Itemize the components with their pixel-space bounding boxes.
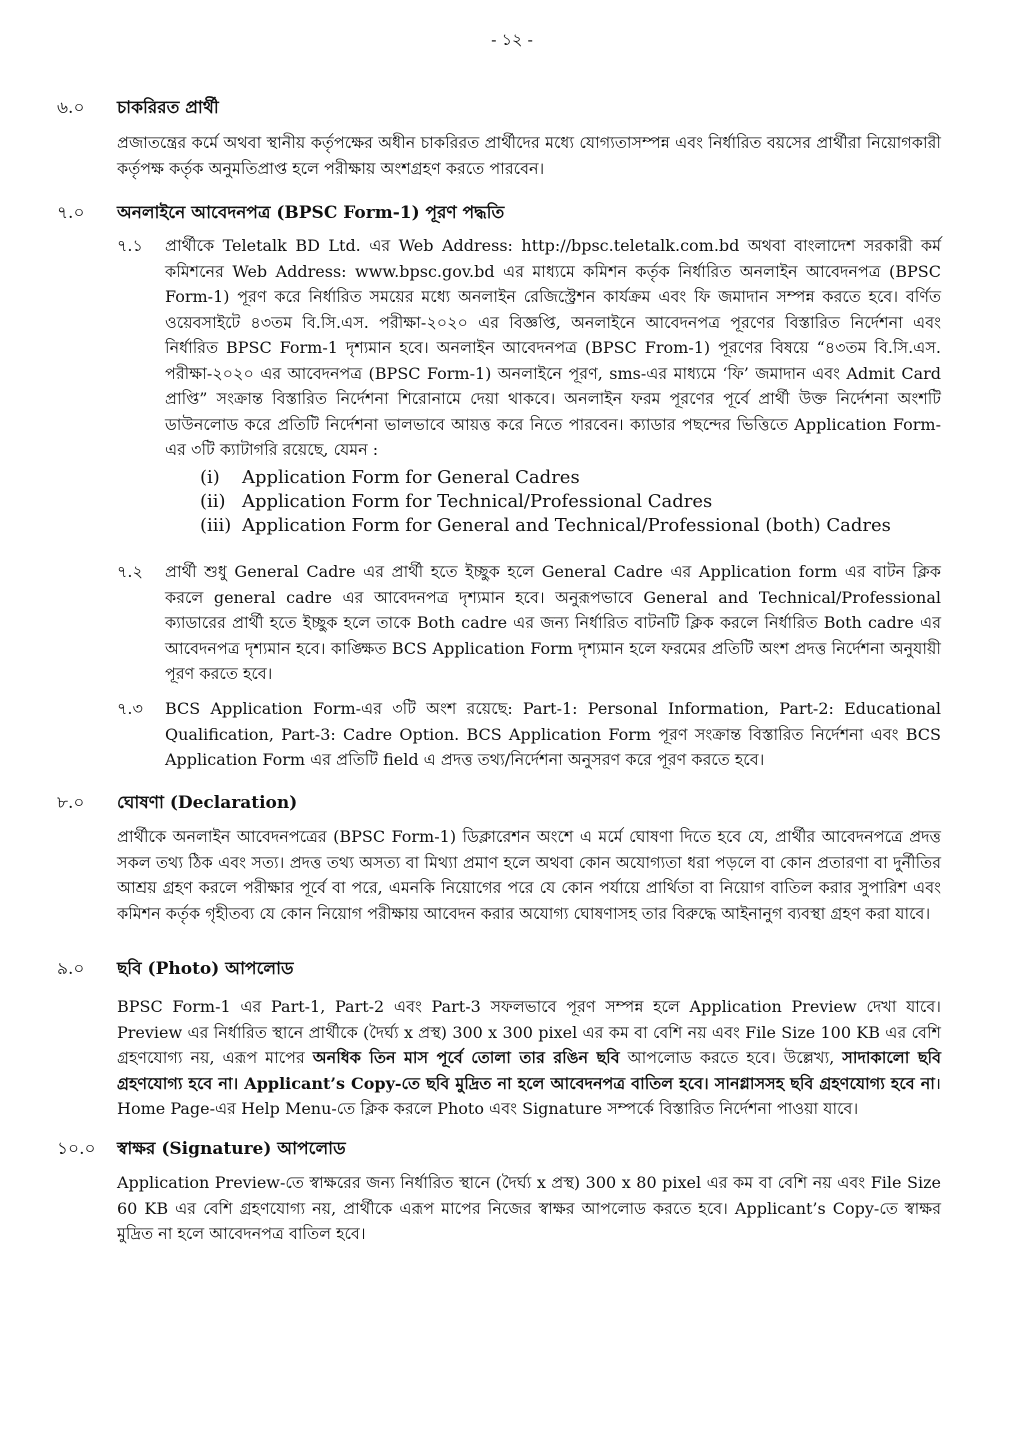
subsection-7-1-number: ৭.১ (117, 236, 143, 255)
section-title: চাকরিরত প্রার্থী (117, 98, 219, 118)
body-text: BPSC Form-1 এর Part-1, Part-2 এবং Part-3 সফলভাবে পূরণ সম্পন্ন হলে Application Preview দেখা যাবে। Preview এর নির্ধারিত স্থানে প্রার্থীকে (দৈর্ঘ্য x প্রস্থ) 300 x 300 pixel এর কম বা বেশি নয় এবং File Size 100 KB এর বেশি গ্রহণযোগ্য নয়, এরূপ মাপের (117, 997, 941, 1067)
subsection-7-3-number: ৭.৩ (117, 699, 143, 718)
section-7-heading (57, 202, 957, 224)
page-number: - ১২ - (491, 30, 533, 49)
body-text: আপলোড করতে হবে। উল্লেখ্য, (619, 1048, 843, 1067)
section-number: ৯.০ (57, 959, 85, 979)
section-9-heading (57, 958, 957, 980)
section-number: ৬.০ (57, 98, 85, 118)
section-title: স্বাক্ষর (Signature) আপলোড (117, 1139, 346, 1159)
section-title: ঘোষণা (Declaration) (117, 793, 298, 813)
section-6-body: প্রজাতন্ত্রের কর্মে অথবা স্থানীয় কর্তৃপক্ষের অধীন চাকরিরত প্রার্থীদের মধ্যে যোগ্যতাসম্পন্ন এবং নির্ধারিত বয়সের প্রার্থীরা নিয়োগকারী কর্তৃপক্ষ কর্তৃক অনুমতিপ্রাপ্ত হলে পরীক্ষায় অংশগ্রহণ করতে পারবেন। (117, 133, 941, 178)
list-text: Application Form for Technical/Professional Cadres (242, 491, 713, 512)
list-text: Application Form for General and Technical/Professional (both) Cadres (242, 515, 891, 536)
section-title: ছবি (Photo) আপলোড (117, 959, 294, 979)
section-8-heading (57, 792, 957, 814)
list-marker: (iii) (200, 515, 232, 536)
list-item (200, 514, 900, 538)
section-10-heading (57, 1138, 957, 1160)
body-text: । Home Page-এর Help Menu-তে ক্লিক করলে Photo এবং Signature সম্পর্কে বিস্তারিত নির্দেশনা পাওয়া যাবে। (117, 1073, 941, 1118)
section-number: ৮.০ (57, 793, 85, 813)
list-item (200, 466, 900, 490)
subsection-7-2-number: ৭.২ (117, 562, 143, 581)
section-10-body: Application Preview-তে স্বাক্ষরের জন্য নির্ধারিত স্থানে (দৈর্ঘ্য x প্রস্থ) 300 x 80 pixel এর কম বা বেশি নয় এবং File Size 60 KB এর বেশি গ্রহণযোগ্য নয়, প্রার্থীকে এরূপ মাপের নিজের স্বাক্ষর আপলোড করতে হবে। Applicant’s Copy-তে স্বাক্ষর মুদ্রিত না হলে আবেদনপত্র বাতিল হবে। (117, 1173, 941, 1243)
list-marker: (ii) (200, 491, 226, 512)
section-number: ১০.০ (57, 1139, 96, 1159)
subsection-7-2-body: প্রার্থী শুধু General Cadre এর প্রার্থী হতে ইচ্ছুক হলে General Cadre এর Application form এর বাটন ক্লিক করলে general cadre এর আবেদনপত্র দৃশ্যমান হবে। অনুরূপভাবে General and Technical/Professional ক্যাডারের প্রার্থী হতে ইচ্ছুক হলে তাকে Both cadre এর জন্য নির্ধারিত বাটনটি ক্লিক করলে নির্ধারিত Both cadre এর আবেদনপত্র দৃশ্যমান হবে। কাঙ্ক্ষিত BCS Application Form দৃশ্যমান হলে ফরমের প্রতিটি অংশ প্রদত্ত নির্দেশনা অনুযায়ী পূরণ করতে হবে। (165, 562, 941, 683)
emphasis-text: অনধিক তিন মাস পূর্বে তোলা তার রঙিন ছবি (312, 1048, 620, 1067)
section-6-heading (57, 97, 957, 119)
section-9-body (117, 994, 941, 1122)
application-form-list (200, 466, 900, 538)
list-marker: (i) (200, 467, 220, 488)
emphasis-text: সাদাকালো ছবি গ্রহণযোগ্য হবে না। Applicant’s Copy-তে ছবি মুদ্রিত না হলে আবেদনপত্র বাতিল হবে। সানগ্লাসসহ ছবি গ্রহণযোগ্য হবে না (117, 1048, 942, 1093)
section-8-body: প্রার্থীকে অনলাইন আবেদনপত্রের (BPSC Form-1) ডিক্লারেশন অংশে এ মর্মে ঘোষণা দিতে হবে যে, প্রার্থীর আবেদনপত্রে প্রদত্ত সকল তথ্য ঠিক এবং সত্য। প্রদত্ত তথ্য অসত্য বা মিথ্যা প্রমাণ হলে অথবা কোন অযোগ্যতা ধরা পড়লে বা কোন প্রতারণা বা দুর্নীতির আশ্রয় গ্রহণ করলে পরীক্ষার পূর্বে বা পরে, এমনকি নিয়োগের পরে যে কোন পর্যায়ে প্রার্থিতা বা নিয়োগ বাতিল করার সুপারিশ এবং কমিশন কর্তৃক গৃহীতব্য যে কোন নিয়োগ পরীক্ষায় আবেদন করার অযোগ্য ঘোষণাসহ তার বিরুদ্ধে আইনানুগ ব্যবস্থা গ্রহণ করা যাবে। (117, 827, 941, 923)
list-text: Application Form for General Cadres (242, 467, 580, 488)
list-item (200, 490, 900, 514)
section-number: ৭.০ (57, 203, 85, 223)
subsection-7-1-body: প্রার্থীকে Teletalk BD Ltd. এর Web Address: http://bpsc.teletalk.com.bd অথবা বাংলাদেশ সরকারী কর্ম কমিশনের Web Address: www.bpsc.gov.bd এর মাধ্যমে কমিশন কর্তৃক নির্ধারিত অনলাইন আবেদনপত্র (BPSC Form-1) পূরণ করে নির্ধারিত সময়ের মধ্যে অনলাইন রেজিস্ট্রেশন কার্যক্রম এবং ফি জমাদান সম্পন্ন করতে হবে। বর্ণিত ওয়েবসাইটে ৪৩তম বি.সি.এস. পরীক্ষা-২০২০ এর বিজ্ঞপ্তি, অনলাইনে আবেদনপত্র পূরণের বিস্তারিত নির্দেশনা এবং নির্ধারিত BPSC Form-1 দৃশ্যমান হবে। অনলাইন আবেদনপত্র (BPSC From-1) পূরণের বিষয়ে “৪৩তম বি.সি.এস. পরীক্ষা-২০২০ এর আবেদনপত্র (BPSC Form-1) অনলাইনে পূরণ, sms-এর মাধ্যমে ‘ফি’ জমাদান এবং Admit Card প্রাপ্তি” সংক্রান্ত বিস্তারিত নির্দেশনা শিরোনামে দেয়া থাকবে। অনলাইন ফরম পূরণের পূর্বে প্রার্থী উক্ত নির্দেশনা অংশটি ডাউনলোড করে প্রতিটি নির্দেশনা ভালভাবে আয়ত্ত করে নিতে পারবেন। ক্যাডার পছন্দের ভিত্তিতে Application Form-এর ৩টি ক্যাটাগরি রয়েছে, যেমন : (165, 236, 941, 459)
section-title: অনলাইনে আবেদনপত্র (BPSC Form-1) পূরণ পদ্ধতি (117, 203, 505, 223)
subsection-7-3-body: BCS Application Form-এর ৩টি অংশ রয়েছে: Part-1: Personal Information, Part-2: Educational Qualification, Part-3: Cadre Option. BCS Application Form পূরণ সংক্রান্ত বিস্তারিত নির্দেশনা এবং BCS Application Form এর প্রতিটি field এ প্রদত্ত তথ্য/নির্দেশনা অনুসরণ করে পূরণ করতে হবে। (165, 699, 941, 769)
